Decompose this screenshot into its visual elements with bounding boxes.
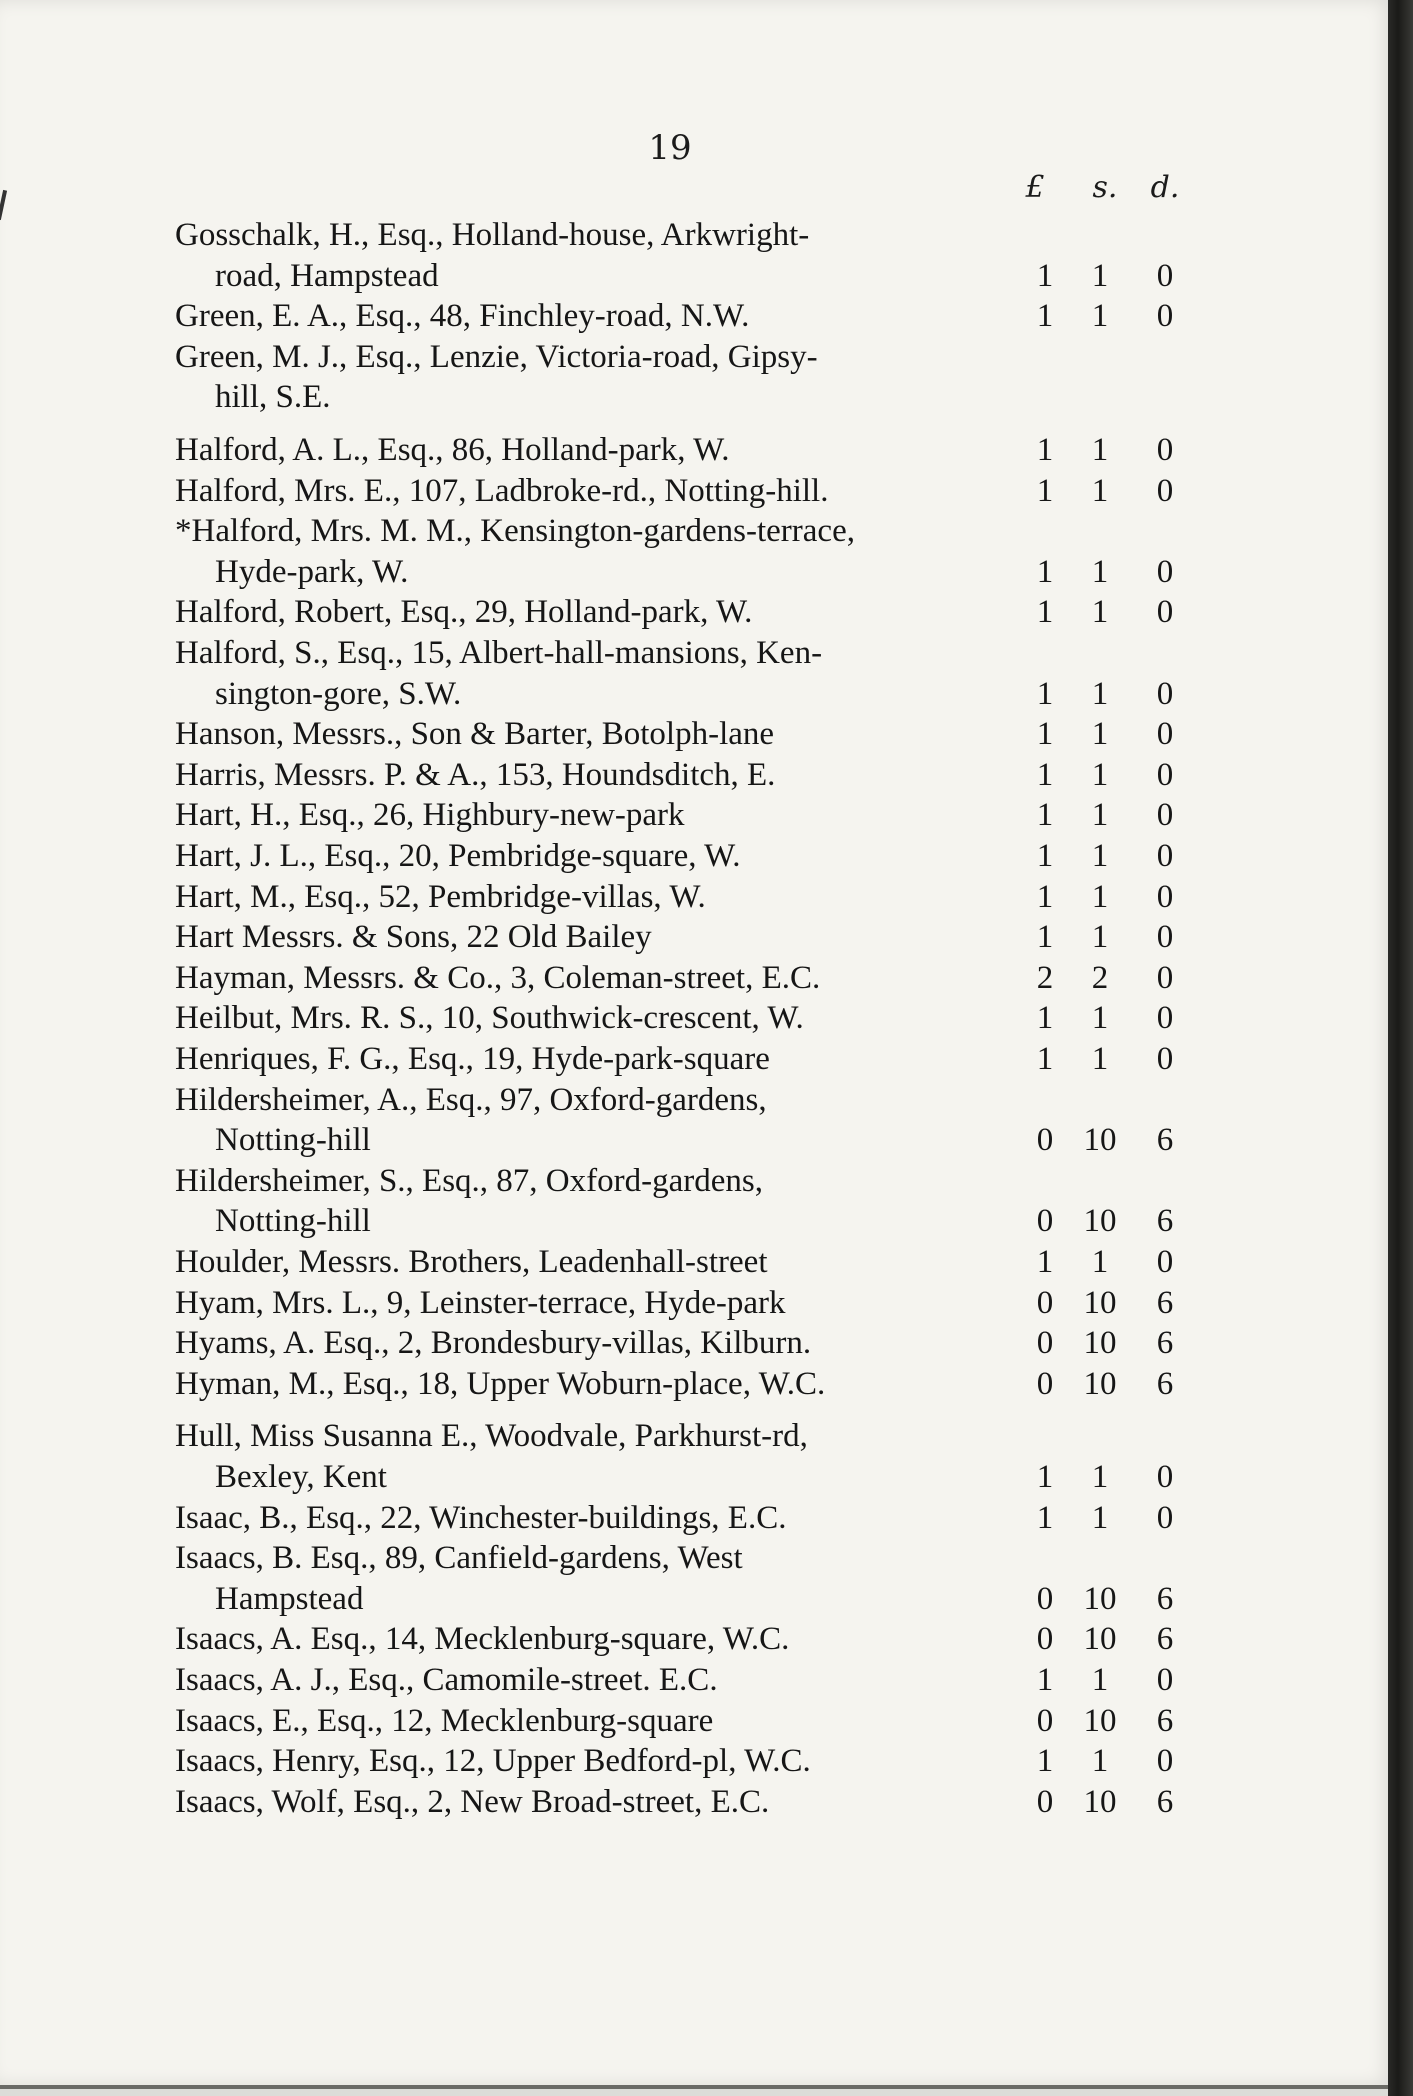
amount-pence: 0 xyxy=(1156,1459,1174,1495)
subscriber-text: Hart Messrs. & Sons, 22 Old Bailey xyxy=(175,919,652,956)
entry-line xyxy=(0,1080,1395,1120)
amount-pounds: 0 xyxy=(1036,1621,1054,1658)
entry-line xyxy=(0,917,1395,957)
subscriber-text: Hart, H., Esq., 26, Highbury-new-park xyxy=(175,797,685,834)
subscriber-text: Hildersheimer, A., Esq., 97, Oxford-gardens, xyxy=(175,1081,767,1118)
entry-line xyxy=(0,1242,1395,1282)
subscriber-text: Hull, Miss Susanna E., Woodvale, Parkhurst-rd, xyxy=(175,1418,808,1455)
subscriber-text: Hart, M., Esq., 52, Pembridge-villas, W. xyxy=(175,878,706,915)
amount-pounds: 0 xyxy=(1036,1203,1054,1240)
amount-shillings: 1 xyxy=(1091,878,1109,915)
subscriber-text: Green, E. A., Esq., 48, Finchley-road, N.W. xyxy=(175,298,750,335)
entry-continuation-line xyxy=(0,1457,1395,1497)
amount-pounds: 0 xyxy=(1036,1783,1054,1820)
amount-shillings: 10 xyxy=(1083,1284,1117,1321)
amount-pence: 0 xyxy=(1156,838,1174,874)
amount-shillings: 1 xyxy=(1091,1244,1109,1280)
entry-line xyxy=(0,471,1395,511)
amount-shillings: 10 xyxy=(1083,1122,1117,1159)
subscriber-text: Isaacs, B. Esq., 89, Canfield-gardens, West xyxy=(175,1540,743,1577)
amount-pounds: 1 xyxy=(1036,919,1054,956)
amount-pounds: 1 xyxy=(1036,1000,1054,1037)
subscriber-text: Isaacs, A. J., Esq., Camomile-street. E.C. xyxy=(175,1662,718,1698)
subscriber-text: Halford, S., Esq., 15, Albert-hall-mansions, Ken- xyxy=(175,635,823,671)
subscriber-text: Notting-hill xyxy=(215,1122,371,1159)
amount-shillings: 1 xyxy=(1091,919,1109,956)
amount-shillings: 10 xyxy=(1083,1783,1117,1820)
amount-shillings: 1 xyxy=(1091,472,1109,509)
amount-shillings: 10 xyxy=(1083,1365,1117,1402)
amount-pounds: 1 xyxy=(1036,257,1054,294)
subscriber-text: Hampstead xyxy=(215,1580,364,1617)
amount-pence: 0 xyxy=(1156,756,1174,793)
amount-pounds: 1 xyxy=(1036,1244,1054,1280)
entry-line xyxy=(0,998,1395,1038)
amount-pence: 0 xyxy=(1156,1662,1174,1698)
amount-shillings: 1 xyxy=(1091,756,1109,793)
amount-pence: 6 xyxy=(1156,1203,1174,1240)
entry-line xyxy=(0,755,1395,795)
subscriber-text: Hyde-park, W. xyxy=(215,553,409,590)
amount-pounds: 1 xyxy=(1036,1743,1054,1780)
entry-line xyxy=(0,1283,1395,1323)
amount-pounds: 0 xyxy=(1036,1122,1054,1159)
subscriber-text: Henriques, F. G., Esq., 19, Hyde-park-square xyxy=(175,1041,770,1077)
subscriber-text: Isaacs, Henry, Esq., 12, Upper Bedford-pl, W.C. xyxy=(175,1743,811,1780)
entry-line xyxy=(0,430,1395,470)
subscriber-text: Isaacs, E., Esq., 12, Mecklenburg-square xyxy=(175,1702,714,1739)
entry-line xyxy=(0,795,1395,835)
subscriber-text: Notting-hill xyxy=(215,1203,371,1240)
entry-line xyxy=(0,1782,1395,1822)
entry-line xyxy=(0,1741,1395,1781)
amount-shillings: 10 xyxy=(1083,1203,1117,1240)
amount-shillings: 1 xyxy=(1091,432,1109,468)
amount-pence: 0 xyxy=(1156,959,1174,996)
amount-pounds: 0 xyxy=(1036,1580,1054,1617)
subscriber-text: Harris, Messrs. P. & A., 153, Houndsditch, E. xyxy=(175,756,776,793)
subscriber-text: Isaacs, A. Esq., 14, Mecklenburg-square, W.C. xyxy=(175,1621,790,1658)
subscriber-text: Halford, Robert, Esq., 29, Holland-park, W. xyxy=(175,594,753,631)
page-number: 19 xyxy=(648,128,692,168)
amount-shillings: 1 xyxy=(1091,1662,1109,1698)
amount-shillings: 1 xyxy=(1091,1459,1109,1495)
amount-pounds: 1 xyxy=(1036,675,1054,712)
amount-shillings: 10 xyxy=(1083,1702,1117,1739)
subscriber-text: Hyams, A. Esq., 2, Brondesbury-villas, Kilburn. xyxy=(175,1325,812,1362)
amount-pounds: 0 xyxy=(1036,1325,1054,1362)
subscriber-text: Gosschalk, H., Esq., Holland-house, Arkwright- xyxy=(175,217,810,253)
amount-shillings: 10 xyxy=(1083,1580,1117,1617)
amount-pounds: 1 xyxy=(1036,716,1054,753)
header-pounds: £ xyxy=(1025,170,1045,205)
amount-shillings: 1 xyxy=(1091,1041,1109,1077)
amount-shillings: 1 xyxy=(1091,797,1109,834)
amount-pence: 6 xyxy=(1156,1325,1174,1362)
entry-line xyxy=(0,1498,1395,1538)
entry-continuation-line xyxy=(0,1579,1395,1619)
entry-line xyxy=(0,1323,1395,1363)
entry-line xyxy=(0,215,1395,255)
entry-line xyxy=(0,1161,1395,1201)
subscriber-text: hill, S.E. xyxy=(215,379,331,416)
amount-pounds: 1 xyxy=(1036,594,1054,631)
amount-pounds: 2 xyxy=(1036,959,1054,996)
subscriber-text: *Halford, Mrs. M. M., Kensington-gardens-terrace, xyxy=(175,513,855,550)
amount-shillings: 1 xyxy=(1091,716,1109,753)
amount-shillings: 10 xyxy=(1083,1325,1117,1362)
entry-line xyxy=(0,633,1395,673)
entry-continuation-line xyxy=(0,377,1395,417)
subscriber-text: Hildersheimer, S., Esq., 87, Oxford-gardens, xyxy=(175,1162,763,1199)
amount-pence: 6 xyxy=(1156,1122,1174,1159)
entry-line xyxy=(0,337,1395,377)
amount-shillings: 1 xyxy=(1091,675,1109,712)
subscriber-text: sington-gore, S.W. xyxy=(215,675,462,712)
amount-shillings: 1 xyxy=(1091,553,1109,590)
entry-continuation-line xyxy=(0,552,1395,592)
subscriber-text: Hart, J. L., Esq., 20, Pembridge-square, W. xyxy=(175,838,741,874)
subscriber-text: Green, M. J., Esq., Lenzie, Victoria-road, Gipsy- xyxy=(175,338,818,375)
entry-line xyxy=(0,877,1395,917)
entry-continuation-line xyxy=(0,674,1395,714)
amount-pence: 6 xyxy=(1156,1580,1174,1617)
subscriber-text: Hayman, Messrs. & Co., 3, Coleman-street, E.C. xyxy=(175,959,821,996)
amount-shillings: 1 xyxy=(1091,257,1109,294)
amount-pence: 0 xyxy=(1156,1244,1174,1280)
amount-shillings: 1 xyxy=(1091,838,1109,874)
amount-shillings: 1 xyxy=(1091,1499,1109,1536)
amount-pounds: 1 xyxy=(1036,472,1054,509)
subscriber-text: Hyam, Mrs. L., 9, Leinster-terrace, Hyde-park xyxy=(175,1284,786,1321)
entry-continuation-line xyxy=(0,256,1395,296)
entry-line xyxy=(0,1364,1395,1404)
amount-pounds: 1 xyxy=(1036,298,1054,335)
entry-line xyxy=(0,714,1395,754)
subscriber-text: Isaacs, Wolf, Esq., 2, New Broad-street, E.C. xyxy=(175,1783,770,1820)
entry-line xyxy=(0,1701,1395,1741)
amount-shillings: 1 xyxy=(1091,298,1109,335)
entry-line xyxy=(0,1538,1395,1578)
book-spine xyxy=(1388,0,1413,2096)
amount-pounds: 1 xyxy=(1036,432,1054,468)
amount-pence: 0 xyxy=(1156,878,1174,915)
amount-pence: 6 xyxy=(1156,1702,1174,1739)
amount-pence: 6 xyxy=(1156,1621,1174,1658)
entry-line xyxy=(0,1416,1395,1456)
amount-pence: 0 xyxy=(1156,797,1174,834)
entry-line xyxy=(0,296,1395,336)
subscriber-text: road, Hampstead xyxy=(215,257,439,294)
subscriber-text: Bexley, Kent xyxy=(215,1459,387,1495)
amount-pounds: 1 xyxy=(1036,838,1054,874)
amount-pence: 0 xyxy=(1156,919,1174,956)
header-pence: d. xyxy=(1150,170,1180,205)
entry-line xyxy=(0,1619,1395,1659)
amount-pence: 0 xyxy=(1156,1499,1174,1536)
amount-pence: 0 xyxy=(1156,1000,1174,1037)
amount-pence: 0 xyxy=(1156,675,1174,712)
amount-pounds: 1 xyxy=(1036,797,1054,834)
amount-pence: 0 xyxy=(1156,1041,1174,1077)
amount-pence: 6 xyxy=(1156,1365,1174,1402)
subscriber-text: Isaac, B., Esq., 22, Winchester-buildings, E.C. xyxy=(175,1499,787,1536)
entry-continuation-line xyxy=(0,1120,1395,1160)
amount-pence: 0 xyxy=(1156,594,1174,631)
amount-pence: 0 xyxy=(1156,472,1174,509)
amount-pounds: 1 xyxy=(1036,1499,1054,1536)
amount-pounds: 1 xyxy=(1036,878,1054,915)
amount-pounds: 1 xyxy=(1036,1662,1054,1698)
amount-pounds: 0 xyxy=(1036,1365,1054,1402)
entry-continuation-line xyxy=(0,1201,1395,1241)
entry-line xyxy=(0,1039,1395,1079)
amount-shillings: 1 xyxy=(1091,594,1109,631)
amount-pence: 0 xyxy=(1156,257,1174,294)
amount-pounds: 1 xyxy=(1036,553,1054,590)
amount-shillings: 1 xyxy=(1091,1000,1109,1037)
amount-pounds: 0 xyxy=(1036,1702,1054,1739)
amount-pence: 0 xyxy=(1156,298,1174,335)
amount-pence: 6 xyxy=(1156,1783,1174,1820)
entry-line xyxy=(0,1660,1395,1700)
amount-pence: 0 xyxy=(1156,432,1174,468)
subscriber-text: Heilbut, Mrs. R. S., 10, Southwick-crescent, W. xyxy=(175,1000,804,1037)
amount-pence: 0 xyxy=(1156,716,1174,753)
amount-pence: 0 xyxy=(1156,553,1174,590)
subscriber-text: Hyman, M., Esq., 18, Upper Woburn-place, W.C. xyxy=(175,1365,826,1402)
amount-shillings: 1 xyxy=(1091,1743,1109,1780)
entry-line xyxy=(0,836,1395,876)
amount-pounds: 0 xyxy=(1036,1284,1054,1321)
amount-pence: 0 xyxy=(1156,1743,1174,1780)
entry-line xyxy=(0,592,1395,632)
amount-pence: 6 xyxy=(1156,1284,1174,1321)
amount-pounds: 1 xyxy=(1036,1041,1054,1077)
header-shillings: s. xyxy=(1092,170,1118,205)
subscriber-text: Halford, A. L., Esq., 86, Holland-park, W. xyxy=(175,432,730,468)
subscriber-text: Hanson, Messrs., Son & Barter, Botolph-lane xyxy=(175,716,775,753)
amount-shillings: 2 xyxy=(1091,959,1109,996)
amount-pounds: 1 xyxy=(1036,1459,1054,1495)
amount-pounds: 1 xyxy=(1036,756,1054,793)
amount-shillings: 10 xyxy=(1083,1621,1117,1658)
subscriber-text: Houlder, Messrs. Brothers, Leadenhall-street xyxy=(175,1244,768,1280)
entry-line xyxy=(0,958,1395,998)
entry-line xyxy=(0,511,1395,551)
subscriber-text: Halford, Mrs. E., 107, Ladbroke-rd., Notting-hill. xyxy=(175,472,829,509)
